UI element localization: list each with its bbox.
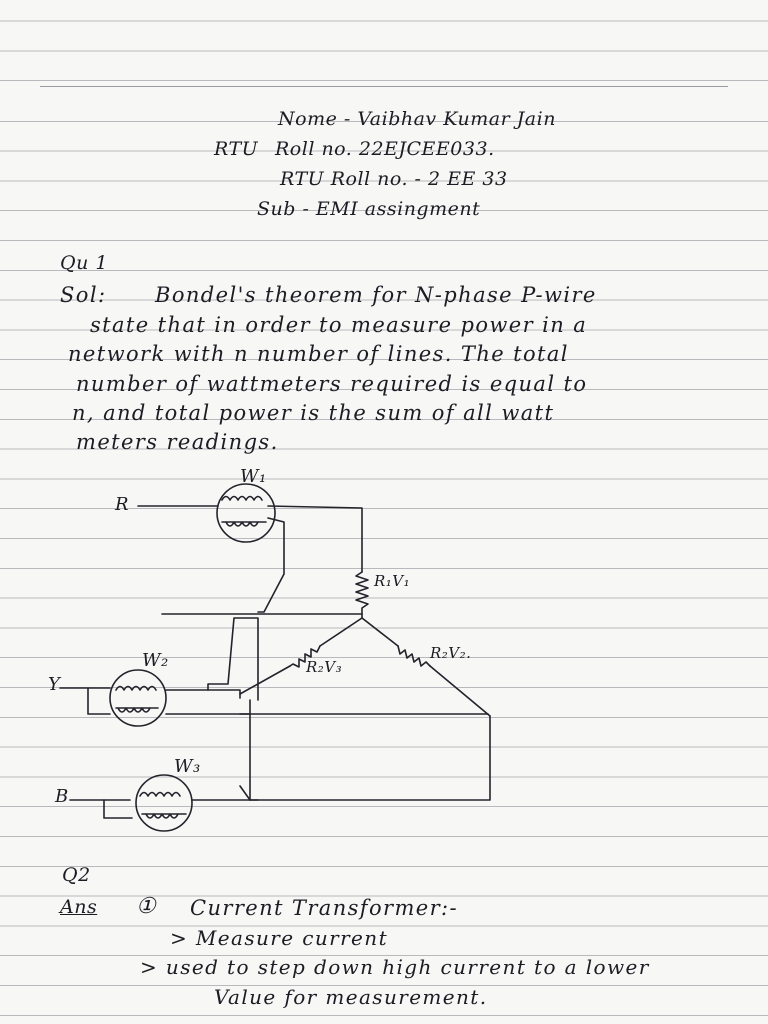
header-roll-no: Roll no. 22EJCEE033. bbox=[275, 138, 495, 160]
answer1-line-4: number of wattmeters required is equal to bbox=[76, 372, 588, 396]
answer2-point-2: > used to step down high current to a lower bbox=[140, 955, 650, 979]
w1-potential-lead bbox=[258, 518, 284, 612]
wattmeter-w2 bbox=[110, 670, 166, 726]
star-leg-right-lower bbox=[430, 666, 490, 716]
sol-label: Sol: bbox=[60, 283, 107, 307]
w1-pressure-coil bbox=[222, 497, 262, 501]
answer2-heading: Current Transformer:- bbox=[190, 896, 459, 920]
w3-pressure-coil bbox=[140, 793, 180, 797]
star-leg-left bbox=[320, 618, 362, 646]
r2v2-label: R₂V₂. bbox=[430, 644, 472, 662]
r2v3-label: R₂V₃ bbox=[306, 658, 343, 676]
y-line-label: Y bbox=[48, 674, 61, 695]
star-leg-right bbox=[362, 618, 398, 646]
b-line-label: B bbox=[55, 786, 69, 807]
w2-label: W₂ bbox=[142, 650, 169, 671]
wattmeter-w3 bbox=[136, 775, 192, 831]
right-side-lead bbox=[250, 716, 490, 800]
answer1-line-5: n, and total power is the sum of all watt bbox=[72, 401, 555, 425]
w3-potential-lead bbox=[240, 786, 258, 800]
r-line-label: R bbox=[115, 494, 130, 515]
w2-lead bbox=[88, 688, 110, 714]
answer2-point-1: > Measure current bbox=[170, 926, 389, 950]
w2-pressure-coil bbox=[116, 687, 156, 691]
question1-label: Qu 1 bbox=[60, 252, 108, 274]
w2-current-coil bbox=[116, 708, 158, 712]
header-rtu-roll-no: RTU Roll no. - 2 EE 33 bbox=[280, 168, 508, 190]
header-name: Nome - Vaibhav Kumar Jain bbox=[278, 108, 556, 130]
w3-label: W₃ bbox=[174, 756, 201, 777]
w2-to-junction bbox=[166, 690, 250, 714]
r1-resistor bbox=[356, 572, 368, 618]
header-subject: Sub - EMI assingment bbox=[257, 198, 481, 220]
w3-lead bbox=[104, 800, 132, 818]
answer2-point-3: Value for measurement. bbox=[214, 985, 488, 1009]
question2-label: Q2 bbox=[62, 864, 91, 886]
w1-label: W₁ bbox=[240, 466, 267, 487]
answer1-line-2: state that in order to measure power in a bbox=[90, 313, 588, 337]
w1-current-coil bbox=[222, 522, 266, 526]
answer1-line-1: Bondel's theorem for N-phase P-wire bbox=[155, 283, 597, 307]
w1-to-star-top bbox=[268, 506, 362, 572]
answer2-label: Ans bbox=[60, 896, 98, 918]
star-leg-left-lower bbox=[240, 666, 290, 694]
r1-label: R₁V₁ bbox=[374, 572, 411, 590]
answer1-line-3: network with n number of lines. The total bbox=[68, 342, 569, 366]
answer1-line-6: meters readings. bbox=[76, 430, 279, 454]
w3-current-coil bbox=[142, 814, 186, 818]
r2v2-resistor bbox=[398, 646, 430, 666]
item-number: ① bbox=[136, 894, 157, 919]
header-rtu-label: RTU bbox=[214, 138, 259, 160]
wattmeter-w1 bbox=[217, 484, 275, 542]
